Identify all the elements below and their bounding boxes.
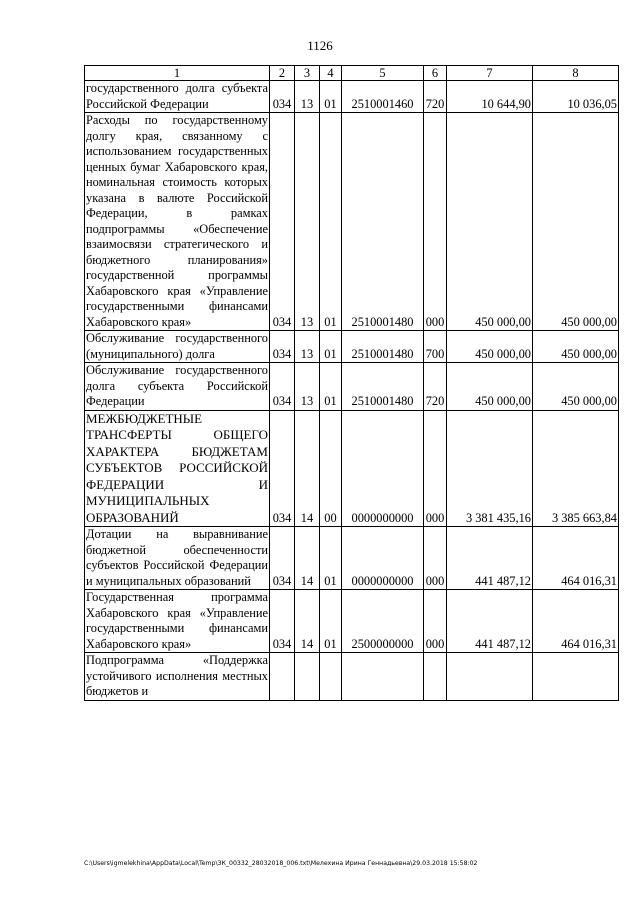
subsection-code: 01: [320, 590, 342, 653]
amount-col7: 450 000,00: [447, 331, 533, 363]
subsection-code: 01: [320, 81, 342, 113]
table-row: [85, 410, 619, 527]
column-header: 8: [533, 66, 619, 81]
section-code: 13: [295, 113, 320, 331]
target-article-code: 0000000000: [342, 527, 424, 590]
column-header: 4: [320, 66, 342, 81]
column-header: 3: [295, 66, 320, 81]
table-row: [85, 81, 619, 113]
expense-type-code: 720: [424, 363, 447, 411]
table-row: [85, 527, 619, 590]
column-header: 6: [424, 66, 447, 81]
amount-col8: 450 000,00: [533, 363, 619, 411]
amount-col7: [447, 653, 533, 701]
amount-col7: 441 487,12: [447, 590, 533, 653]
target-article-code: 2510001480: [342, 331, 424, 363]
subsection-code: 01: [320, 363, 342, 411]
amount-col7: 441 487,12: [447, 527, 533, 590]
target-article-code: 2510001480: [342, 113, 424, 331]
amount-col8: 464 016,31: [533, 590, 619, 653]
row-description: Подпрограмма «Поддержка устойчивого исполнения местных бюджетов и: [86, 653, 268, 698]
amount-col8: 10 036,05: [533, 81, 619, 113]
expense-type-code: 000: [424, 590, 447, 653]
section-code: 14: [295, 410, 320, 527]
target-article-code: 2510001460: [342, 81, 424, 113]
ministry-code: 034: [270, 527, 295, 590]
expense-type-code: 000: [424, 113, 447, 331]
ministry-code: [270, 653, 295, 701]
ministry-code: 034: [270, 410, 295, 527]
section-code: 14: [295, 527, 320, 590]
row-description: Дотации на выравнивание бюджетной обеспеченности субъектов Российской Федерации и муниципальных образований: [86, 527, 268, 588]
expense-type-code: 700: [424, 331, 447, 363]
amount-col8: [533, 653, 619, 701]
section-code: 13: [295, 81, 320, 113]
target-article-code: 2510001480: [342, 363, 424, 411]
table-row: [85, 363, 619, 411]
section-code: 13: [295, 331, 320, 363]
row-description: МЕЖБЮДЖЕТНЫЕ ТРАНСФЕРТЫ ОБЩЕГО ХАРАКТЕРА БЮДЖЕТАМ СУБЪЕКТОВ РОССИЙСКОЙ ФЕДЕРАЦИИ И МУНИЦИПАЛЬНЫХ ОБРАЗОВАНИЙ: [86, 410, 268, 525]
footer-file-path: C:\Users\igmelekhina\AppData\Local\Temp\ЗК_00332_28032018_006.txt\Мелехина Ирина Геннадьевна\29.03.2018 15:58:02: [84, 860, 478, 867]
ministry-code: 034: [270, 363, 295, 411]
amount-col7: 10 644,90: [447, 81, 533, 113]
expense-type-code: [424, 653, 447, 701]
row-description: Обслуживание государственного (муниципального) долга: [86, 331, 268, 361]
subsection-code: 00: [320, 410, 342, 527]
amount-col8: 3 385 663,84: [533, 410, 619, 527]
amount-col7: 450 000,00: [447, 113, 533, 331]
column-header: 7: [447, 66, 533, 81]
subsection-code: 01: [320, 527, 342, 590]
row-description: государственного долга субъекта Российской Федерации: [86, 81, 268, 111]
table-row: [85, 113, 619, 331]
subsection-code: 01: [320, 331, 342, 363]
expense-type-code: 000: [424, 527, 447, 590]
expense-type-code: 000: [424, 410, 447, 527]
section-code: 14: [295, 590, 320, 653]
column-header: 5: [342, 66, 424, 81]
column-header: 2: [270, 66, 295, 81]
subsection-code: [320, 653, 342, 701]
amount-col8: 464 016,31: [533, 527, 619, 590]
amount-col7: 3 381 435,16: [447, 410, 533, 527]
target-article-code: 0000000000: [342, 410, 424, 527]
amount-col8: 450 000,00: [533, 331, 619, 363]
amount-col7: 450 000,00: [447, 363, 533, 411]
ministry-code: 034: [270, 81, 295, 113]
table-row: [85, 590, 619, 653]
section-code: 13: [295, 363, 320, 411]
expense-type-code: 720: [424, 81, 447, 113]
page-number: 1126: [307, 38, 333, 53]
row-description: Обслуживание государственного долга субъекта Российской Федерации: [86, 363, 268, 408]
target-article-code: 2500000000: [342, 590, 424, 653]
ministry-code: 034: [270, 331, 295, 363]
budget-table: [84, 65, 619, 701]
ministry-code: 034: [270, 113, 295, 331]
table-header-row: [85, 66, 619, 81]
subsection-code: 01: [320, 113, 342, 331]
amount-col8: 450 000,00: [533, 113, 619, 331]
table-row: [85, 653, 619, 701]
table-row: [85, 331, 619, 363]
section-code: [295, 653, 320, 701]
row-description: Расходы по государственному долгу края, связанному с использованием государственных ценных бумаг Хабаровского края, номинальная стоимость которых указана в валюте Российской Федерации, в рамках подпрограммы «Обеспечение взаимосвязи стратегического и бюджетного планирования» государственной программы Хабаровского края «Управление государственными финансами Хабаровского края»: [86, 113, 268, 329]
target-article-code: [342, 653, 424, 701]
column-header: 1: [85, 66, 270, 81]
ministry-code: 034: [270, 590, 295, 653]
row-description: Государственная программа Хабаровского края «Управление государственными финансами Хабаровского края»: [86, 590, 268, 651]
